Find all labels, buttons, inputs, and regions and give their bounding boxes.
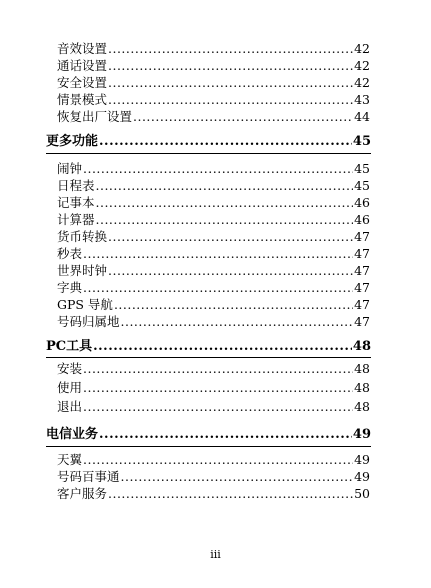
dot-leader [96,195,354,211]
toc-entry-label: 使用 [57,380,83,395]
toc-entry-page: 47 [354,263,370,278]
dot-leader [108,486,353,502]
dot-leader [83,380,353,396]
toc-entry-label: 客户服务 [57,486,108,501]
dot-leader [121,314,354,330]
toc-entry-page: 47 [354,297,370,312]
dot-leader [133,109,353,125]
toc-entry-label: 闹钟 [57,161,83,176]
toc-entry-label: 情景模式 [57,92,108,107]
toc-entry-label: 秒表 [57,246,83,261]
toc-entry-page: 49 [354,452,370,467]
toc-entry-factory-reset[interactable] [57,109,370,125]
dot-leader [108,41,353,57]
toc-entry-gps-navigation[interactable] [57,297,370,313]
dot-leader [99,134,352,150]
dot-leader [108,58,353,74]
dot-leader [121,469,354,485]
toc-entry-label: 记事本 [57,195,95,210]
toc-entry-page: 45 [354,161,370,176]
section-divider [46,446,371,447]
toc-entry-label: 号码百事通 [57,469,120,484]
toc-entry-page: 48 [354,399,370,414]
toc-entry-label: 日程表 [57,178,95,193]
dot-leader [108,263,353,279]
toc-entry-page: 42 [354,75,370,90]
toc-entry-label: 天翼 [57,452,83,467]
toc-entry-dictionary[interactable] [57,280,370,296]
toc-entry-label: 世界时钟 [57,263,108,278]
toc-entry-page: 47 [354,314,370,329]
toc-entry-profiles[interactable] [57,92,370,108]
toc-entry-page: 49 [354,469,370,484]
dot-leader [114,297,353,313]
dot-leader [83,399,353,415]
toc-entry-number-directory[interactable] [57,469,370,485]
toc-entry-security-settings[interactable] [57,75,370,91]
toc-entry-label: 安全设置 [57,75,108,90]
toc-entry-tianyi[interactable] [57,452,370,468]
toc-entry-usage[interactable] [57,380,370,396]
toc-section-more-functions[interactable] [46,134,371,150]
toc-entry-page: 46 [354,195,370,210]
toc-entry-page: 44 [354,109,370,124]
toc-entry-page: 42 [354,58,370,73]
toc-entry-page: 46 [354,212,370,227]
toc-section-label: 更多功能 [46,134,99,149]
toc-entry-label: 号码归属地 [57,314,120,329]
toc-entry-calculator[interactable] [57,212,370,228]
toc-entry-world-clock[interactable] [57,263,370,279]
dot-leader [99,427,352,443]
toc-entry-label: 恢复出厂设置 [57,109,133,124]
toc-entry-page: 47 [354,229,370,244]
toc-section-page: 49 [352,427,371,442]
dot-leader [108,75,353,91]
toc-entry-label: GPS 导航 [57,297,113,312]
dot-leader [83,280,353,296]
toc-section-telecom-services[interactable] [46,427,371,443]
toc-entry-label: 货币转换 [57,229,108,244]
toc-entry-label: 字典 [57,280,83,295]
section-divider [46,153,371,154]
dot-leader [93,339,352,355]
toc-entry-currency-converter[interactable] [57,229,370,245]
toc-entry-call-settings[interactable] [57,58,370,74]
toc-entry-label: 安装 [57,361,83,376]
dot-leader [83,361,353,377]
toc-entry-exit[interactable] [57,399,370,415]
toc-entry-page: 48 [354,380,370,395]
toc-entry-notepad[interactable] [57,195,370,211]
toc-entry-calendar[interactable] [57,178,370,194]
toc-section-label: PC工具 [46,339,93,354]
dot-leader [83,246,353,262]
toc-entry-page: 47 [354,246,370,261]
toc-section-page: 48 [352,339,371,354]
toc-entry-sound-settings[interactable] [57,41,370,57]
toc-entry-alarm[interactable] [57,161,370,177]
toc-entry-page: 47 [354,280,370,295]
page-number-footer: iii [210,548,221,561]
toc-entry-number-location[interactable] [57,314,370,330]
toc-section-label: 电信业务 [46,427,99,442]
dot-leader [96,178,354,194]
toc-section-page: 45 [352,134,371,149]
toc-entry-label: 退出 [57,399,83,414]
dot-leader [108,229,353,245]
toc-entry-page: 48 [354,361,370,376]
toc-entry-page: 42 [354,41,370,56]
dot-leader [96,212,354,228]
section-divider [46,357,371,358]
toc-entry-customer-service[interactable] [57,486,370,502]
dot-leader [83,452,353,468]
toc-entry-label: 通话设置 [57,58,108,73]
toc-entry-page: 43 [354,92,370,107]
toc-entry-page: 45 [354,178,370,193]
toc-entry-stopwatch[interactable] [57,246,370,262]
toc-entry-page: 50 [354,486,370,501]
toc-entry-install[interactable] [57,361,370,377]
toc-entry-label: 计算器 [57,212,95,227]
toc-entry-label: 音效设置 [57,41,108,56]
dot-leader [83,161,353,177]
dot-leader [108,92,353,108]
toc-section-pc-tools[interactable] [46,339,371,355]
